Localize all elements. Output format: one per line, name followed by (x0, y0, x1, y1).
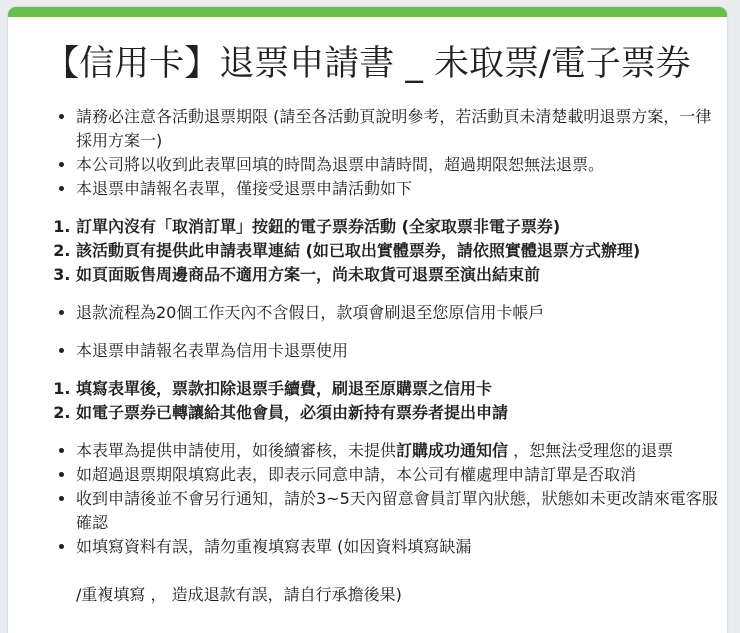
notice-item-application-time: • 本公司將以收到此表單回填的時間為退票申請時間，超過期限恕無法退票。 (76, 153, 722, 177)
final-note-continuation: /重複填寫 ， 造成退款有誤，請自行承擔後果) (76, 585, 402, 604)
notice-item-deadline: • 請務必注意各活動退票期限 (請至各活動頁說明參考，若活動頁未清楚載明退票方案，一律採用方案一) (76, 105, 722, 153)
final-note-item: • 如填寫資料有誤，請勿重複填寫表單 (如因資料填寫缺漏 (76, 535, 722, 559)
final-note-text: ，恕無法受理您的退票 (508, 441, 674, 460)
refund-rules-list (32, 377, 722, 425)
notice-item-eligible-intro: • 本退票申請報名表單，僅接受退票申請活動如下 (76, 177, 722, 201)
notice-list (32, 105, 722, 201)
form-usage-item: • 本退票申請報名表單為信用卡退票使用 (76, 339, 722, 363)
form-description (32, 105, 722, 607)
eligible-event-item: 2. 該活動頁有提供此申請表單連結 (如已取出實體票券，請依照實體退票方式辦理) (76, 239, 722, 263)
form-card (8, 7, 727, 633)
refund-process-item: • 退款流程為20個工作天內不含假日，款項會刷退至您原信用卡帳戶 (76, 301, 722, 325)
eligible-event-item: 1. 訂單內沒有「取消訂單」按鈕的電子票券活動 (全家取票非電子票券) (76, 215, 722, 239)
refund-process-list (32, 301, 722, 325)
final-notes-list (32, 439, 722, 559)
final-note-text: 本表單為提供申請使用，如後續審核，未提供 (76, 441, 397, 460)
form-usage-list (32, 339, 722, 363)
refund-rule-item: 1. 填寫表單後，票款扣除退票手續費，刷退至原購票之信用卡 (76, 377, 722, 401)
final-note-item (76, 439, 722, 463)
final-note-item: • 收到申請後並不會另行通知，請於3~5天內留意會員訂單內狀態，狀態如未更改請來電客服確認 (76, 487, 722, 535)
eligible-event-item: 3. 如頁面販售周邊商品不適用方案一，尚未取貨可退票至演出結束前 (76, 263, 722, 287)
final-note-item: • 如超過退票期限填寫此表，即表示同意申請，本公司有權處理申請訂單是否取消 (76, 463, 722, 487)
order-success-email-text: 訂購成功通知信 (396, 441, 509, 460)
form-title: 【信用卡】退票申請書 _ 未取票/電子票券 (44, 44, 691, 84)
eligible-events-list (32, 215, 722, 287)
refund-rule-item: 2. 如電子票券已轉讓給其他會員，必須由新持有票券者提出申請 (76, 401, 722, 425)
